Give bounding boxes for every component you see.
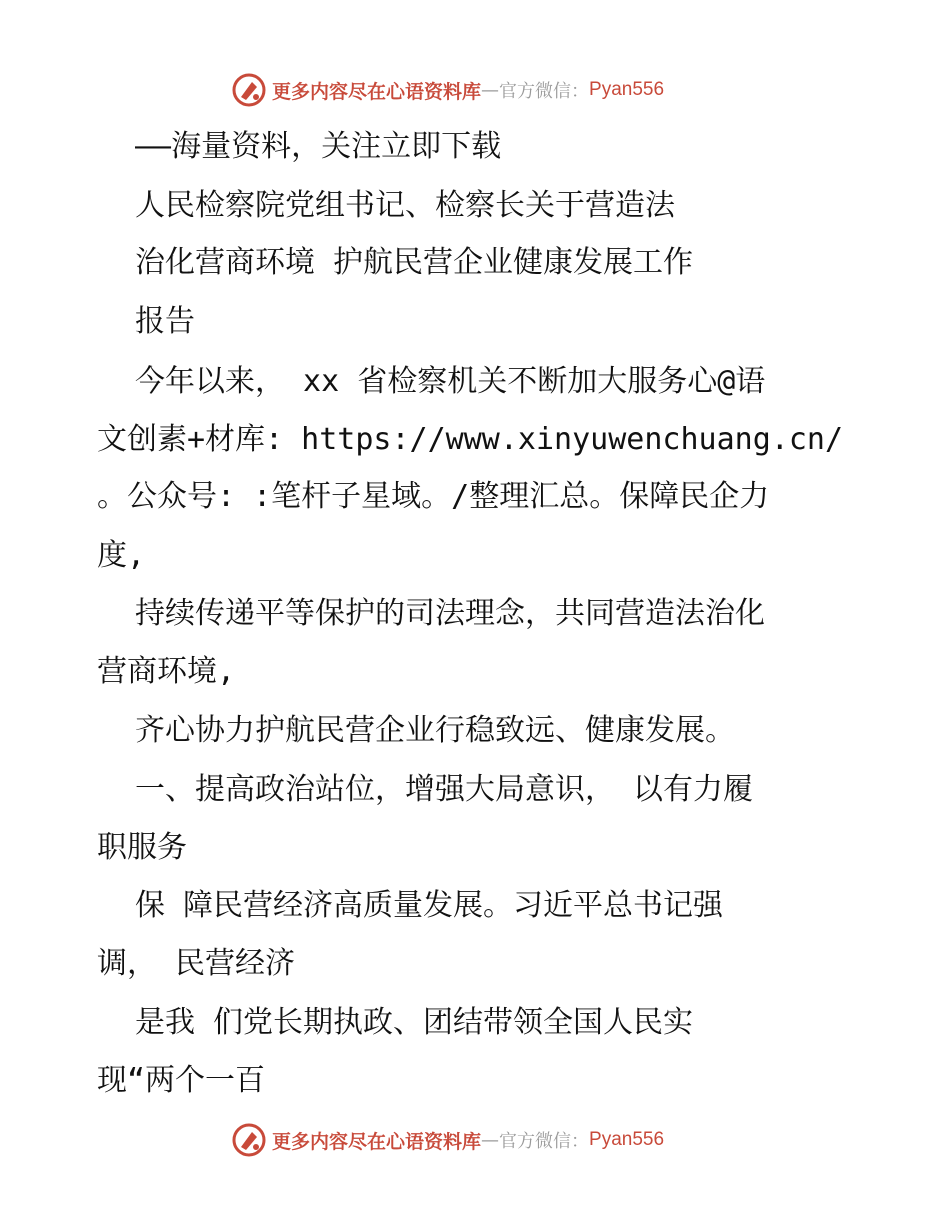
body-line: 今年以来， xx 省检察机关不断加大服务心@语 xyxy=(135,364,766,399)
body-line: 调， 民营经济 xyxy=(97,946,296,981)
watermark-separator: — xyxy=(481,1129,500,1151)
body-line: 报告 xyxy=(135,304,195,339)
watermark-brand-text: 更多内容尽在心语资料库 xyxy=(272,1130,482,1153)
header-watermark xyxy=(232,70,664,110)
watermark-official-label: 官方微信： xyxy=(499,81,590,102)
body-line: 齐心协力护航民营企业行稳致远、健康发展。 xyxy=(135,713,735,748)
body-line: 文创素+材库: https://www.xinyuwenchuang.cn/ xyxy=(97,422,844,457)
watermark-wechat-id: Pyan556 xyxy=(589,1129,665,1150)
watermark-wechat-id: Pyan556 xyxy=(589,79,665,100)
body-line: 职服务 xyxy=(97,830,187,865)
watermark-separator: — xyxy=(481,79,500,101)
body-line: 度, xyxy=(97,538,146,573)
body-line: 持续传递平等保护的司法理念，共同营造法治化 xyxy=(135,596,765,631)
body-line: ——海量资料，关注立即下载 xyxy=(135,129,502,164)
footer-watermark xyxy=(232,1120,664,1160)
body-line: 营商环境, xyxy=(97,654,236,689)
brand-logo-icon xyxy=(232,73,266,107)
body-line: 人民检察院党组书记、检察长关于营造法 xyxy=(135,188,675,223)
brand-logo-icon xyxy=(232,1123,266,1157)
body-line: 一、提高政治站位，增强大局意识， 以有力履 xyxy=(135,772,754,807)
body-line: 保 障民营经济高质量发展。习近平总书记强 xyxy=(135,888,724,923)
watermark-official-label: 官方微信： xyxy=(499,1131,590,1152)
body-line: 。公众号: :笔杆子星域。/整理汇总。保障民企力 xyxy=(97,479,770,514)
body-line: 治化营商环境 护航民营企业健康发展工作 xyxy=(135,245,694,280)
watermark-brand-text: 更多内容尽在心语资料库 xyxy=(272,80,482,103)
body-line: 现“两个一百 xyxy=(97,1063,266,1098)
body-line: 是我 们党长期执政、团结带领全国人民实 xyxy=(135,1005,694,1040)
